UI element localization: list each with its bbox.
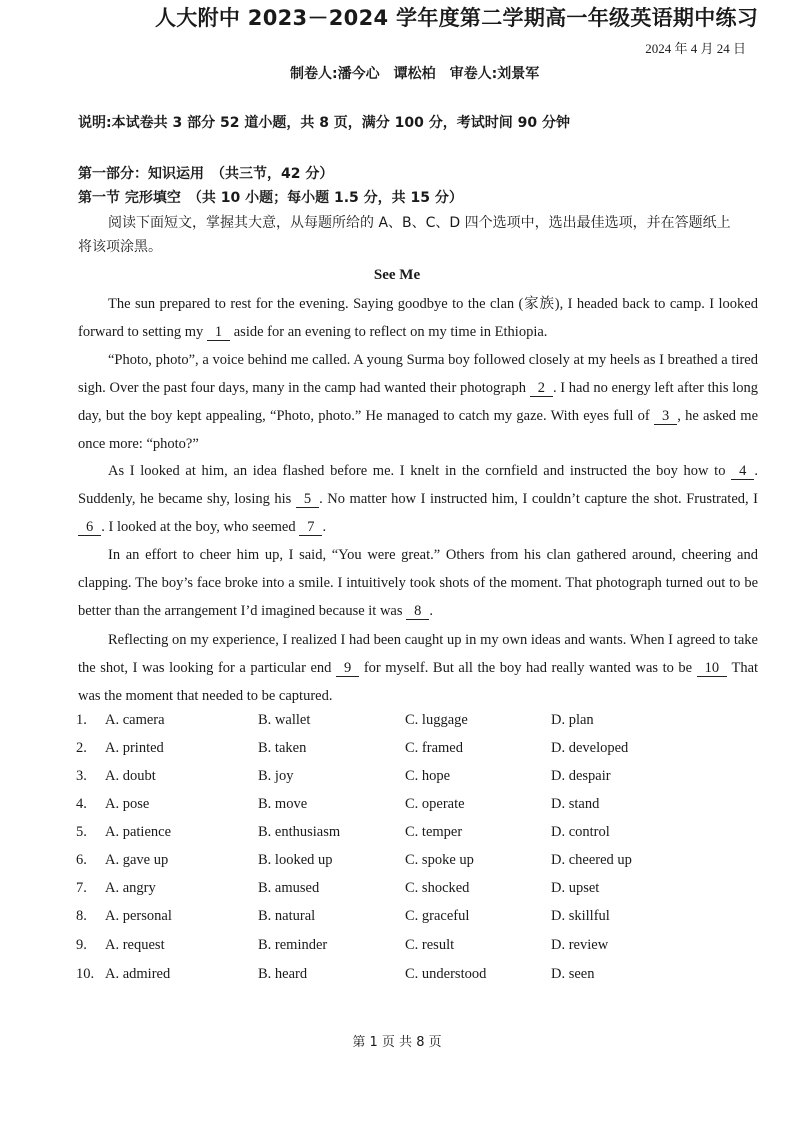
exam-date: 2024 年 4 月 24 日 <box>645 41 746 56</box>
question-number: 9. <box>76 937 87 953</box>
option-a: A. pose <box>105 796 150 812</box>
paragraph-1: The sun prepared to rest for the evening. Saying goodbye to the clan (家族), I headed back to camp. I looked forward to setting my 1 aside for an evening to reflect on my time in Ethiopia. <box>78 296 758 340</box>
option-row <box>0 768 794 796</box>
option-c: C. result <box>405 937 455 953</box>
option-row <box>0 712 794 740</box>
option-d: D. developed <box>551 740 629 756</box>
option-d: D. review <box>551 937 609 953</box>
option-a: A. angry <box>105 880 156 896</box>
direction-line-2: 将该项涂黑。 <box>78 239 162 255</box>
paragraph-5: Reflecting on my experience, I realized I had been caught up in my own ideas and wants. When I agreed to take the shot, I was looking for a particular end 9 for myself. But all the boy had really wanted was to be 10 That was the moment that needed to be captured. <box>78 632 759 704</box>
question-number: 5. <box>76 824 87 840</box>
question-number: 4. <box>76 796 87 812</box>
option-b: B. wallet <box>258 712 311 728</box>
option-c: C. understood <box>405 966 487 982</box>
direction-line-1: 阅读下面短文，掌握其大意，从每题所给的 A、B、C、D 四个选项中，选出最佳选项，并在答题纸上 <box>108 215 731 231</box>
option-b: B. joy <box>258 768 294 784</box>
blank-5: 5 <box>296 491 319 508</box>
blank-8: 8 <box>406 603 429 620</box>
part1-heading: 第一部分：知识运用 （共三节，42 分） <box>78 166 334 182</box>
option-row <box>0 740 794 768</box>
question-number: 3. <box>76 768 87 784</box>
option-d: D. cheered up <box>551 852 632 868</box>
option-b: B. move <box>258 796 308 812</box>
blank-1: 1 <box>207 324 230 341</box>
option-d: D. plan <box>551 712 594 728</box>
option-d: D. seen <box>551 966 595 982</box>
blank-4: 4 <box>731 463 754 480</box>
option-row <box>0 880 794 908</box>
question-number: 1. <box>76 712 87 728</box>
option-row <box>0 937 794 965</box>
paragraph-3: As I looked at him, an idea flashed before me. I knelt in the cornfield and instructed the boy how to 4 . Suddenly, he became shy, losing his 5 . No matter how I instructed him, I couldn’t capture the shot. Frustrated, I 6 . I looked at the boy, who seemed 7 . <box>78 463 759 535</box>
option-a: A. gave up <box>105 852 169 868</box>
option-row <box>0 796 794 824</box>
exam-makers: 制卷人:潘今心 谭松柏 审卷人:刘景军 <box>290 66 540 82</box>
question-number: 6. <box>76 852 87 868</box>
option-c: C. temper <box>405 824 463 840</box>
paragraph-4: In an effort to cheer him up, I said, “You were great.” Others from his clan gathered around, cheering and clapping. The boy’s face broke into a smile. I intuitively took shots of the moment. That photograph turned out to be better than the arrangement I’d imagined because it was 8 . <box>78 547 758 619</box>
blank-7: 7 <box>299 519 322 536</box>
question-number: 7. <box>76 880 87 896</box>
option-d: D. upset <box>551 880 600 896</box>
option-d: D. stand <box>551 796 600 812</box>
option-b: B. looked up <box>258 852 333 868</box>
option-d: D. skillful <box>551 908 610 924</box>
option-c: C. spoke up <box>405 852 474 868</box>
option-b: B. reminder <box>258 937 328 953</box>
option-a: A. patience <box>105 824 172 840</box>
blank-3: 3 <box>654 408 677 425</box>
option-a: A. camera <box>105 712 165 728</box>
option-c: C. luggage <box>405 712 468 728</box>
passage-title: See Me <box>373 267 421 283</box>
blank-9: 9 <box>336 660 359 677</box>
option-row <box>0 852 794 880</box>
question-number: 8. <box>76 908 87 924</box>
exam-instructions: 说明:本试卷共 3 部分 52 道小题，共 8 页，满分 100 分，考试时间 90 分钟 <box>78 115 571 131</box>
option-b: B. heard <box>258 966 308 982</box>
option-a: A. printed <box>105 740 164 756</box>
question-number: 10. <box>76 966 95 982</box>
option-c: C. graceful <box>405 908 470 924</box>
option-b: B. amused <box>258 880 320 896</box>
option-a: A. request <box>105 937 165 953</box>
option-c: C. framed <box>405 740 463 756</box>
page-footer: 第 1 页 共 8 页 <box>352 1035 442 1050</box>
question-number: 2. <box>76 740 87 756</box>
option-row <box>0 908 794 936</box>
blank-6: 6 <box>78 519 101 536</box>
option-d: D. control <box>551 824 610 840</box>
option-d: D. despair <box>551 768 611 784</box>
blank-2: 2 <box>530 380 553 397</box>
exam-title: 人大附中 2023－2024 学年度第二学期高一年级英语期中练习 <box>155 6 759 30</box>
section1-heading: 第一节 完形填空 （共 10 小题；每小题 1.5 分，共 15 分） <box>78 190 463 206</box>
option-row <box>0 824 794 852</box>
option-c: C. operate <box>405 796 465 812</box>
option-row <box>0 966 794 994</box>
option-a: A. personal <box>105 908 172 924</box>
option-b: B. taken <box>258 740 307 756</box>
paragraph-2: “Photo, photo”, a voice behind me called. A young Surma boy followed closely at my heels as I breathed a tired sigh. Over the past four days, many in the camp had wanted their photograph 2 . I had no energy left after this long day, but the boy kept appealing, “Photo, photo.” He managed to catch my gaze. With eyes full of 3 , he asked me once more: “photo?” <box>78 352 759 452</box>
option-b: B. enthusiasm <box>258 824 341 840</box>
option-a: A. doubt <box>105 768 156 784</box>
option-b: B. natural <box>258 908 316 924</box>
option-c: C. hope <box>405 768 451 784</box>
option-a: A. admired <box>105 966 171 982</box>
option-c: C. shocked <box>405 880 470 896</box>
blank-10: 10 <box>697 660 728 677</box>
